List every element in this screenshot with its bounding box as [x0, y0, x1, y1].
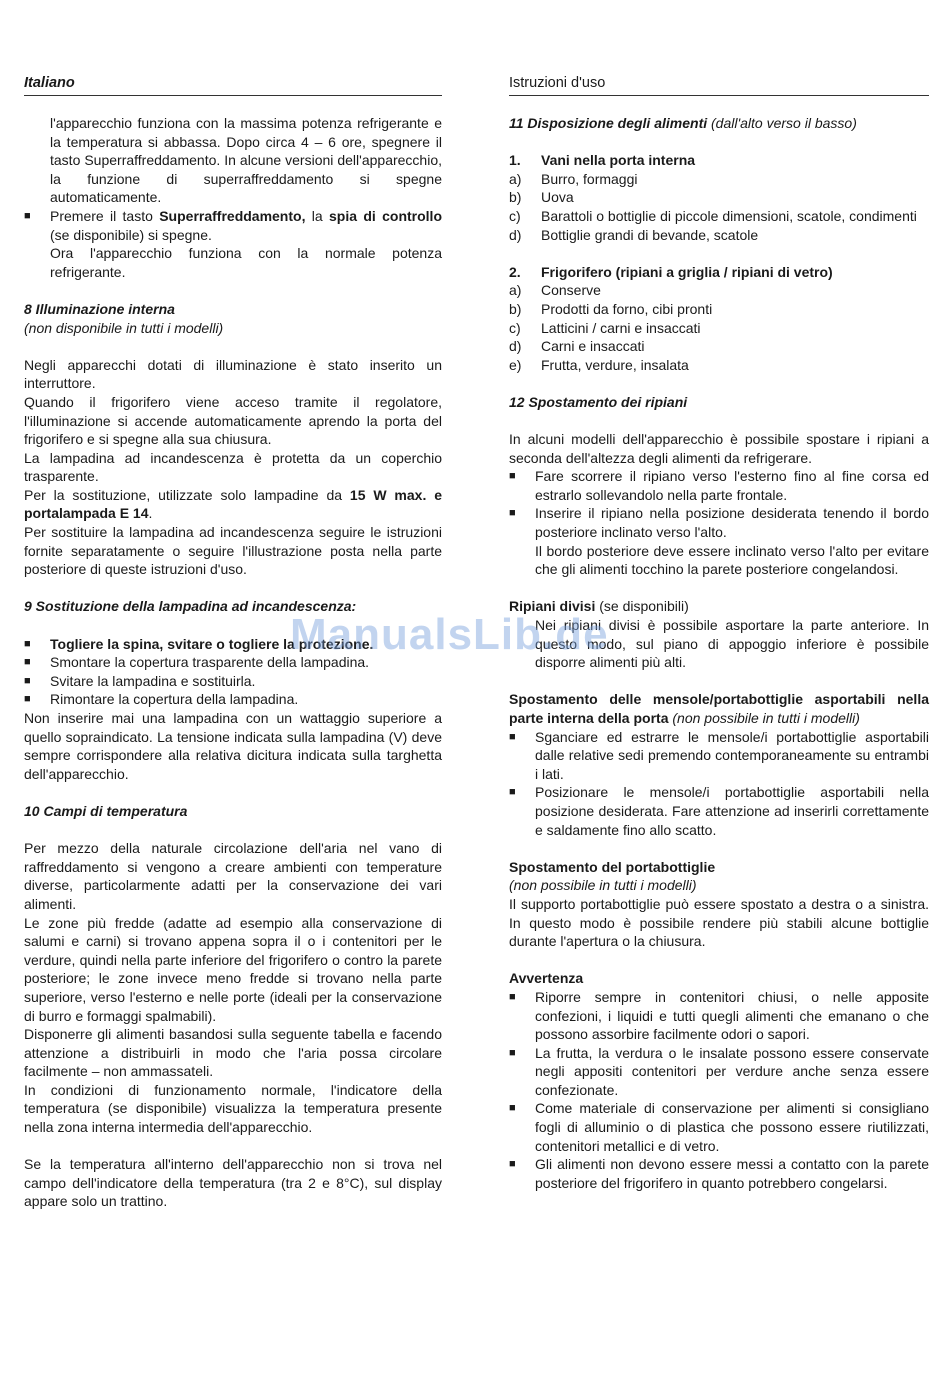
section-subtitle-text: (dall'alto verso il basso) — [711, 115, 857, 131]
square-bullet-icon: ■ — [509, 786, 516, 799]
paragraph-superraffreddamento: l'apparecchio funziona con la massima potenza refrigerante e la temperatura si abbassa. Dopo circa 4 – 6 ore, spegnere il tasto Superraffreddamento. In alcune versioni dell'apparecchio, la funzione di superraffreddamento si spegne automaticamente. — [50, 115, 442, 206]
subsection-ripiani-divisi — [509, 597, 929, 616]
bullet-text-bold: Superraffreddamento, — [159, 207, 306, 224]
bullet-item — [509, 988, 929, 1044]
paragraph: Disponerre gli alimenti basandosi sulla seguente tabella e facendo attenzione a distribuirli in modo che l'aria possa circolare facilmente – non ammassateli. — [24, 1026, 442, 1080]
square-bullet-icon: ■ — [509, 1102, 516, 1115]
list-item-text: Frutta, verdure, insalata — [541, 356, 689, 373]
list-item-text: Barattoli o bottiglie di piccole dimensioni, scatole, condimenti — [541, 207, 917, 224]
bullet-item — [509, 467, 929, 504]
section-title-10: 10 Campi di temperatura — [24, 802, 188, 819]
header-language: Italiano — [24, 75, 75, 91]
square-bullet-icon: ■ — [509, 1046, 516, 1059]
square-bullet-icon: ■ — [24, 637, 31, 650]
bullet-item — [509, 728, 929, 784]
bullet-item — [24, 672, 442, 691]
paragraph-text-bold: 15 W max. e portalampada E 14 — [24, 486, 442, 522]
left-column — [24, 114, 442, 1211]
bullet-text: Riporre sempre in contenitori chiusi, o nelle apposite confezioni, i liquidi e tutti quegli alimenti che emanano o che possono assorbire facilmente odori o sapori. — [535, 988, 929, 1043]
bullet-item — [24, 635, 442, 654]
subsection-title-avvertenza: Avvertenza — [509, 970, 584, 987]
bullet-text: Svitare la lampadina e sostituirla. — [50, 672, 256, 689]
subsection-mensole — [509, 690, 929, 727]
list-item — [509, 226, 929, 245]
square-bullet-icon: ■ — [24, 656, 31, 669]
square-bullet-icon: ■ — [509, 470, 516, 483]
paragraph: Il bordo posteriore deve essere inclinato verso l'alto per evitare che gli alimenti tocchino la parete posteriore congelandosi. — [535, 542, 929, 578]
header-rule-left — [24, 95, 442, 96]
list-item — [509, 356, 929, 375]
list-item — [509, 188, 929, 207]
bullet-text: Gli alimenti non devono essere messi a contatto con la parete posteriore del frigorifero in quanto potrebbero congelarsi. — [535, 1156, 929, 1191]
subsection-subtitle: (non possibile in tutti i modelli) — [509, 877, 697, 894]
list-item-marker: a) — [509, 170, 522, 187]
square-bullet-icon: ■ — [24, 209, 31, 222]
list-item-text: Burro, formaggi — [541, 170, 638, 187]
group-number: 2. — [509, 263, 521, 280]
paragraph: La lampadina ad incandescenza è protetta da un coperchio trasparente. — [24, 449, 442, 485]
group-number: 1. — [509, 152, 521, 169]
section-subtitle-8: (non disponibile in tutti i modelli) — [24, 319, 224, 336]
list-item-text: Uova — [541, 189, 574, 206]
bullet-text-bold: spia di controllo — [329, 207, 442, 224]
bullet-text: Posizionare le mensole/i portabottiglie asportabili nella posizione desiderata. Fare attenzione ad inserirli correttamente e saldamente fino allo scatto. — [535, 784, 929, 838]
paragraph: Negli apparecchi dotati di illuminazione è stato inserito un interruttore. — [24, 356, 442, 392]
section-title-9: 9 Sostituzione della lampadina ad incandescenza: — [24, 598, 357, 615]
section-title-text: 11 Disposizione degli alimenti — [509, 115, 708, 131]
paragraph-text: Per la sostituzione, utilizzate solo lampadine da — [24, 486, 350, 503]
list-item-marker: c) — [509, 319, 521, 336]
bullet-text: Togliere la spina, svitare o togliere la protezione. — [50, 635, 374, 652]
bullet-text: Smontare la copertura trasparente della lampadina. — [50, 654, 370, 671]
subsection-title-portabottiglie: Spostamento del portabottiglie — [509, 858, 716, 875]
bullet-text: la — [305, 207, 330, 224]
bullet-item — [24, 207, 442, 244]
subsection-subtitle: (se disponibili) — [599, 598, 689, 615]
bullet-text: Rimontare la copertura della lampadina. — [50, 691, 299, 708]
bullet-item — [509, 1044, 929, 1100]
group-list-2 — [509, 281, 929, 374]
list-item — [509, 337, 929, 356]
subsection-title: Spostamento delle mensole/portabottiglie asportabili nella parte interna della porta — [509, 691, 929, 726]
list-item-text: Bottiglie grandi di bevande, scatole — [541, 226, 759, 243]
bullet-text: (se disponibile) si spegne. — [50, 226, 212, 243]
list-item-text: Prodotti da forno, cibi pronti — [541, 300, 713, 317]
paragraph: Per sostituire la lampadina ad incandescenza seguire le istruzioni fornite separatamente o seguire l'illustrazione posta nella parte posteriore di queste istruzioni d'uso. — [24, 524, 442, 578]
list-item-marker: d) — [509, 226, 522, 243]
paragraph: Le zone più fredde (adatte ad esempio alla conservazione di salumi e carni) si trovano appena sopra il o i contenitori per le verdure, quindi nella parte inferiore del frigorifero o contro la parete posteriore; le zone invece meno fredde si trovano nella parte superiore, verso l'esterno e nelle porte (ideali per la conservazione di burro e formaggi spalmabili). — [24, 914, 442, 1024]
header-title: Istruzioni d'uso — [509, 75, 606, 91]
bullet-text: Premere il tasto — [50, 207, 160, 224]
paragraph: Per mezzo della naturale circolazione dell'aria nel vano di raffreddamento si vengono a creare ambienti con temperature diverse, particolarmente adatti per la conservazione dei vari alimenti. — [24, 840, 442, 912]
list-item-marker: c) — [509, 207, 521, 224]
paragraph: In alcuni modelli dell'apparecchio è possibile spostare i ripiani a seconda dell'altezza degli alimenti da refrigerare. — [509, 431, 929, 466]
paragraph: In condizioni di funzionamento normale, l'indicatore della temperatura (se disponibile) visualizza la temperatura presente nella zona interna intermedia dell'apparecchio. — [24, 1081, 442, 1136]
list-item — [509, 300, 929, 319]
bullet-item — [509, 783, 929, 839]
bullet-text: Come materiale di conservazione per alimenti si consigliano fogli di alluminio o di plastica che possono essere riutilizzati, contenitori metallici e di vetro. — [535, 1100, 929, 1154]
list-item — [509, 281, 929, 300]
paragraph: Non inserire mai una lampadina con un wattaggio superiore a quello sopraindicato. La tensione indicata sulla lampadina (V) deve sempre corrispondere alla relativa dicitura indicata sulla targhetta dell'apparecchio. — [24, 710, 442, 782]
list-item — [509, 170, 929, 189]
list-item-marker: a) — [509, 282, 522, 299]
bullet-item — [509, 504, 929, 541]
square-bullet-icon: ■ — [509, 730, 516, 743]
square-bullet-icon: ■ — [24, 674, 31, 687]
square-bullet-icon: ■ — [509, 1158, 516, 1171]
group-title-1 — [509, 151, 929, 170]
bullet-item — [509, 1099, 929, 1155]
section-title-11 — [509, 114, 929, 133]
bullet-text: Fare scorrere il ripiano verso l'esterno fino al fine corsa ed estrarlo sollevandolo nella parte frontale. — [535, 468, 929, 503]
list-item — [509, 207, 929, 226]
bullet-text: Inserire il ripiano nella posizione desiderata tenendo il bordo posteriore inclinato verso l'alto. — [535, 505, 929, 541]
paragraph: Quando il frigorifero viene acceso tramite il regolatore, l'illuminazione si accende automaticamente aprendo la porta del frigorifero e si spegne alla sua chiusura. — [24, 393, 442, 448]
section-title-12: 12 Spostamento dei ripiani — [509, 393, 688, 410]
right-column — [509, 114, 929, 1192]
square-bullet-icon: ■ — [24, 693, 31, 706]
section-title-8: 8 Illuminazione interna — [24, 300, 175, 317]
list-item-marker: d) — [509, 338, 522, 355]
bullet-text: La frutta, la verdura o le insalate possono essere conservate negli appositi contenitori per verdure anche senza essere confezionate. — [535, 1044, 929, 1098]
group-title-2 — [509, 263, 929, 282]
list-item-text: Conserve — [541, 282, 601, 299]
paragraph: Il supporto portabottiglie può essere spostato a destra o a sinistra. In questo modo è possibile rendere più stabili alcune bottiglie durante l'apertura o la chiusura. — [509, 895, 929, 950]
paragraph-text: . — [148, 505, 153, 522]
paragraph: Ora l'apparecchio funziona con la normale potenza refrigerante. — [50, 245, 442, 280]
group-list-1 — [509, 170, 929, 244]
header-rule-right — [509, 95, 929, 96]
list-item-text: Carni e insaccati — [541, 338, 645, 355]
list-item — [509, 319, 929, 338]
subsection-subtitle: (non possibile in tutti i modelli) — [672, 710, 860, 726]
list-item-marker: b) — [509, 300, 522, 317]
list-item-text: Latticini / carni e insaccati — [541, 319, 701, 336]
subsection-title: Ripiani divisi — [509, 598, 596, 615]
bullet-text: Sganciare ed estrarre le mensole/i portabottiglie asportabili dalle relative sedi premendo contemporaneamente su entrambi i lati. — [535, 728, 929, 782]
list-item-marker: b) — [509, 189, 522, 206]
group-title-text: Frigorifero (ripiani a griglia / ripiani di vetro) — [541, 263, 833, 280]
bullet-item — [24, 690, 442, 709]
square-bullet-icon: ■ — [509, 507, 516, 520]
group-title-text: Vani nella porta interna — [541, 152, 696, 169]
paragraph: Se la temperatura all'interno dell'apparecchio non si trova nel campo dell'indicatore della temperatura (tra 2 e 8°C), sul display appare solo un trattino. — [24, 1156, 442, 1210]
paragraph — [24, 486, 442, 523]
bullet-item — [24, 653, 442, 672]
square-bullet-icon: ■ — [509, 990, 516, 1003]
paragraph: Nei ripiani divisi è possibile asportare la parte anteriore. In questo modo, sul piano di appoggio inferiore è possibile disporre alimenti più alti. — [535, 617, 929, 671]
bullet-item — [509, 1155, 929, 1192]
watermark: ManualsLib.de — [290, 610, 609, 659]
list-item-marker: e) — [509, 356, 522, 373]
